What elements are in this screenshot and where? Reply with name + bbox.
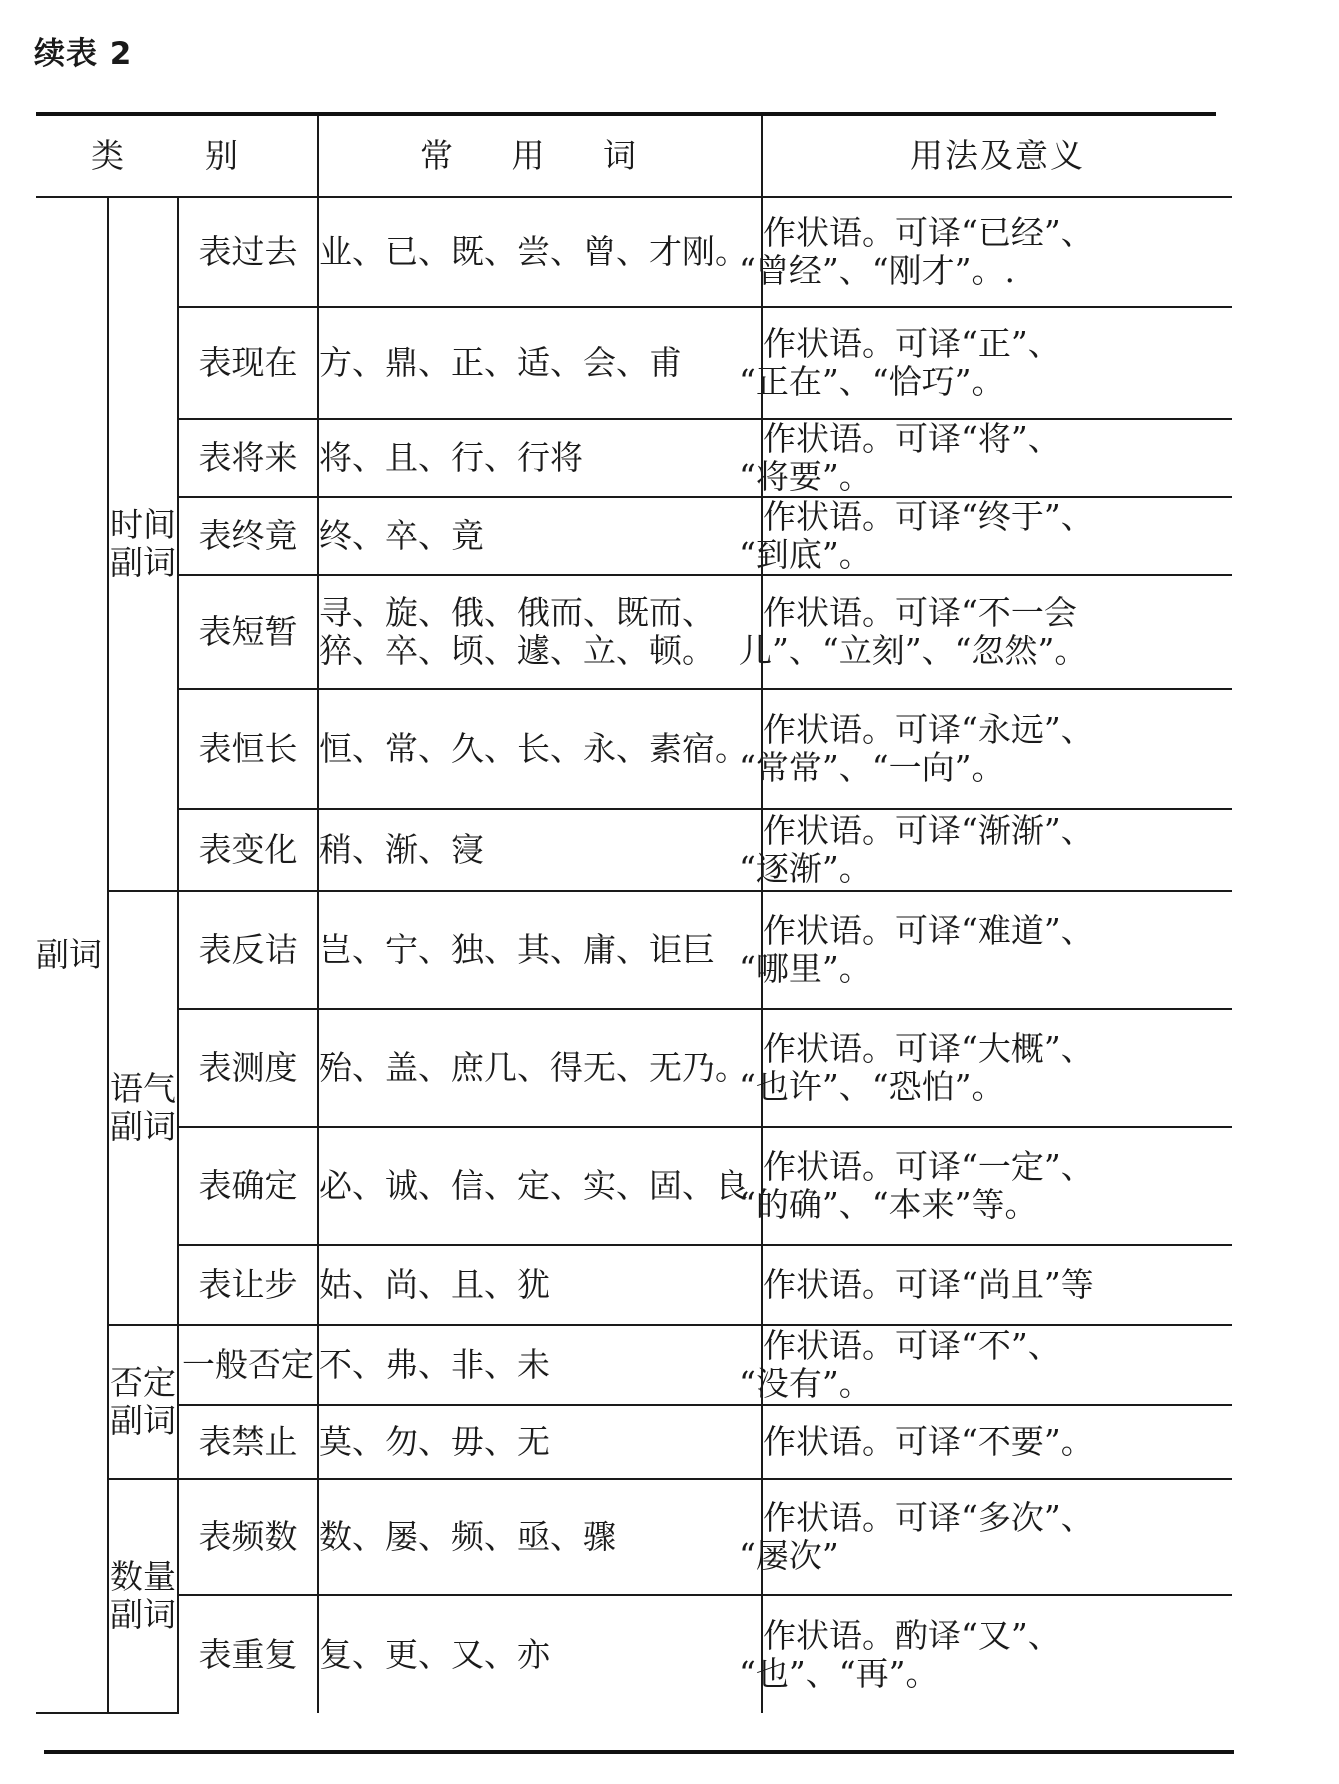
common-words-cell: 方、鼎、正、适、会、甫	[318, 307, 762, 419]
subcategory-cell: 表确定	[178, 1127, 318, 1245]
table-row	[36, 497, 1232, 575]
group-name-line: 时间	[110, 505, 176, 544]
usage-cell	[739, 575, 1232, 689]
usage-line: “哪里”。	[739, 949, 872, 988]
group-name-line: 副词	[110, 1401, 176, 1440]
common-words-cell: 殆、盖、庶几、得无、无乃。	[318, 1009, 762, 1127]
usage-cell	[739, 419, 1232, 497]
table-row	[36, 689, 1232, 809]
table-row	[36, 1595, 1232, 1713]
common-words-cell: 复、更、又、亦	[318, 1595, 762, 1713]
table-row	[36, 307, 1232, 419]
usage-line: 作状语。可译“大概”、	[763, 1029, 1094, 1068]
usage-line: “将要”。	[739, 457, 872, 496]
subcategory-cell: 表短暂	[178, 575, 318, 689]
header-common-words: 常 用 词	[318, 116, 762, 197]
usage-cell	[739, 891, 1232, 1009]
usage-line: 作状语。可译“多次”、	[763, 1498, 1094, 1537]
usage-line: 作状语。可译“不要”。	[763, 1422, 1094, 1461]
usage-cell	[739, 1595, 1232, 1713]
usage-line: 作状语。酌译“又”、	[763, 1615, 1061, 1655]
subcategory-cell: 表重复	[178, 1595, 318, 1713]
usage-line: 儿”、“立刻”、“忽然”。	[739, 631, 1088, 670]
usage-line: 作状语。可译“渐渐”、	[763, 811, 1094, 850]
usage-line: “逐渐”。	[739, 849, 872, 888]
usage-cell	[762, 1405, 1232, 1479]
usage-cell	[739, 307, 1232, 419]
usage-line: “曾经”、“刚才”。.	[739, 251, 1015, 290]
common-words-cell: 将、且、行、行将	[318, 419, 762, 497]
usage-line: 作状语。可译“正”、	[763, 324, 1061, 363]
subcategory-cell: 表变化	[178, 809, 318, 891]
table-row	[36, 1009, 1232, 1127]
usage-line: 作状语。可译“不一会	[763, 593, 1077, 632]
common-words-cell: 岂、宁、独、其、庸、讵巨	[318, 891, 762, 1009]
subcategory-cell: 表禁止	[178, 1405, 318, 1479]
usage-cell	[739, 497, 1232, 575]
subcategory-cell: 表反诘	[178, 891, 318, 1009]
top-category-cell: 副词	[36, 197, 108, 1713]
common-words-cell: 不、弗、非、未	[318, 1325, 762, 1405]
table-row	[36, 1127, 1232, 1245]
group-name-line: 副词	[110, 543, 176, 582]
usage-line: 作状语。可译“一定”、	[763, 1147, 1094, 1186]
subcategory-cell: 一般否定	[178, 1325, 318, 1405]
header-category: 类 别	[36, 116, 318, 197]
subcategory-cell: 表频数	[178, 1479, 318, 1595]
common-words-cell: 终、卒、竟	[318, 497, 762, 575]
usage-cell	[739, 197, 1232, 307]
common-words-cell: 姑、尚、且、犹	[318, 1245, 762, 1325]
usage-line: “正在”、“恰巧”。	[739, 362, 1005, 401]
common-words-cell: 寻、旋、俄、俄而、既而、猝、卒、顷、遽、立、顿。	[318, 575, 762, 689]
common-words-cell: 稍、渐、寖	[318, 809, 762, 891]
usage-line: 作状语。可译“尚且”等	[763, 1265, 1094, 1304]
usage-line: 作状语。可译“将”、	[763, 419, 1061, 458]
adverb-table	[36, 116, 1232, 1714]
group-name-line: 副词	[110, 1107, 176, 1146]
subcategory-cell: 表将来	[178, 419, 318, 497]
group-name-cell	[108, 1479, 178, 1713]
table-row	[36, 891, 1232, 1009]
subcategory-cell: 表测度	[178, 1009, 318, 1127]
usage-line: 作状语。可译“不”、	[763, 1326, 1061, 1365]
group-name-cell	[108, 891, 178, 1325]
usage-line: 作状语。可译“难道”、	[763, 911, 1094, 950]
group-name-cell	[108, 197, 178, 891]
table-row	[36, 1325, 1232, 1405]
table-row	[36, 575, 1232, 689]
common-words-cell: 必、诚、信、定、实、固、良	[318, 1127, 762, 1245]
usage-cell	[739, 1127, 1232, 1245]
usage-line: “的确”、“本来”等。	[739, 1185, 1038, 1224]
common-words-cell: 莫、勿、毋、无	[318, 1405, 762, 1479]
table-row	[36, 1245, 1232, 1325]
subcategory-cell: 表让步	[178, 1245, 318, 1325]
usage-line: “也许”、“恐怕”。	[739, 1067, 1005, 1106]
table-caption: 续表 2	[34, 36, 133, 72]
subcategory-cell: 表恒长	[178, 689, 318, 809]
subcategory-cell: 表终竟	[178, 497, 318, 575]
subcategory-cell: 表过去	[178, 197, 318, 307]
common-words-cell: 数、屡、频、亟、骤	[318, 1479, 762, 1595]
usage-line: 作状语。可译“已经”、	[763, 213, 1094, 252]
group-name-line: 语气	[110, 1069, 176, 1108]
subcategory-cell: 表现在	[178, 307, 318, 419]
usage-line: 作状语。可译“终于”、	[763, 497, 1094, 536]
header-usage: 用法及意义	[762, 116, 1232, 197]
usage-line: “也”、“再”。	[739, 1653, 939, 1693]
common-words-cell: 恒、常、久、长、永、素宿。	[318, 689, 762, 809]
table-row	[36, 197, 1232, 307]
group-name-cell	[108, 1325, 178, 1479]
usage-line: “屡次”	[739, 1536, 839, 1575]
common-words-cell: 业、已、既、尝、曾、才刚。	[318, 197, 762, 307]
usage-line: “到底”。	[739, 535, 872, 574]
usage-cell	[739, 1325, 1232, 1405]
group-name-line: 数量	[110, 1557, 176, 1596]
usage-cell	[739, 1009, 1232, 1127]
usage-line: “没有”。	[739, 1364, 872, 1403]
table-row	[36, 1479, 1232, 1595]
usage-line: 作状语。可译“永远”、	[763, 710, 1094, 749]
table-row	[36, 809, 1232, 891]
bottom-rule	[44, 1750, 1234, 1754]
usage-cell	[739, 689, 1232, 809]
table-row	[36, 419, 1232, 497]
header-row	[36, 116, 1232, 197]
usage-cell	[739, 809, 1232, 891]
group-name-line: 否定	[110, 1363, 176, 1402]
usage-cell	[739, 1479, 1232, 1595]
usage-cell	[762, 1245, 1232, 1325]
usage-line: “常常”、“一向”。	[739, 748, 1005, 787]
group-name-line: 副词	[110, 1595, 176, 1634]
table-row	[36, 1405, 1232, 1479]
